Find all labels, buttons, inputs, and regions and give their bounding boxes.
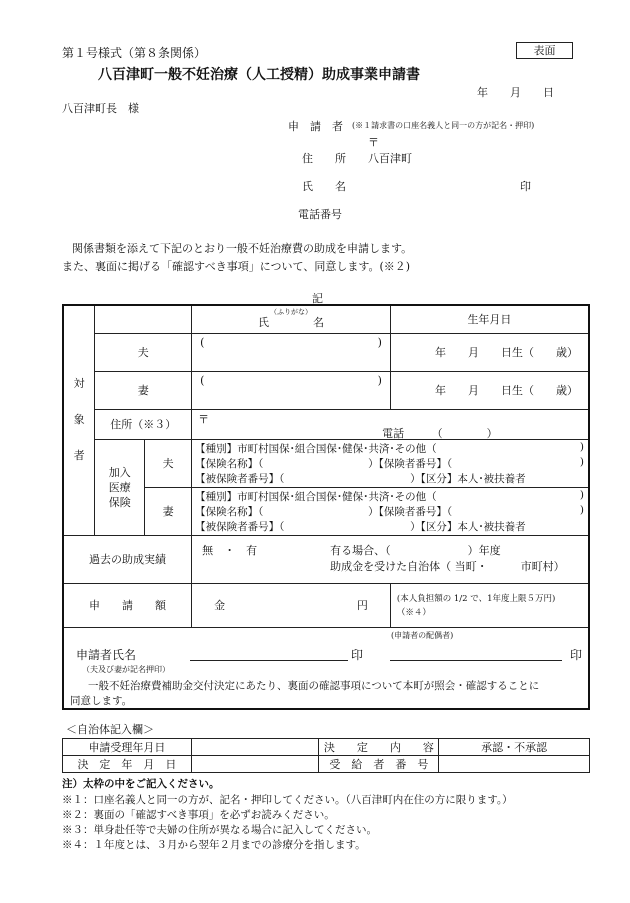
received-date-field[interactable] (191, 739, 318, 756)
wife-label: 妻 (95, 371, 192, 409)
decision-date-label: 決 定 年 月 日 (63, 756, 192, 773)
amount-note: (本人負担額の 1/2 で、1年度上限５万円) （※４） (390, 583, 589, 627)
spouse-note: (申請者の配偶者) (391, 630, 454, 640)
consent-line-2: 同意します。 (70, 694, 133, 707)
seal-mark-2: 印 (570, 647, 583, 662)
insurance-wife-label: 妻 (145, 487, 192, 535)
intro-line-2: また、裏面に掲げる「確認すべき事項」について、同意します。(※２) (62, 260, 411, 273)
received-date-label: 申請受理年月日 (63, 739, 192, 756)
note-4: ※４：１年度とは、３月から翌年２月までの診療分を指します。 (62, 839, 366, 851)
note-1: ※１：口座名義人と同一の方が、記名・押印してください。（八百津町内在住の方に限ります。） (62, 794, 513, 806)
intro-line-1: 関係書類を添えて下記のとおり一般不妊治療費の助成を申請します。 (72, 242, 413, 255)
ki-mark: 記 (312, 292, 323, 305)
date-line: 年 月 日 (477, 86, 554, 99)
seal-mark: 印 (520, 180, 531, 193)
seal-mark-1: 印 (351, 647, 364, 662)
insurance-husband-label: 夫 (145, 439, 192, 487)
form-number: 第１号様式（第８条関係） (62, 46, 207, 60)
sign-note: （夫及び妻が記名押印） (82, 664, 170, 674)
approval-field[interactable]: 承認・不承認 (439, 739, 590, 756)
form-title: 八百津町一般不妊治療（人工授精）助成事業申請書 (98, 67, 420, 83)
name-label: 氏 名 (302, 180, 346, 193)
main-form-table (62, 304, 590, 710)
recipient-number-label: 受 給 者 番 号 (319, 756, 439, 773)
wife-sign-line[interactable] (390, 660, 562, 661)
phone-label: 電話番号 (298, 208, 342, 221)
amount-field[interactable]: 金 円 (192, 583, 391, 627)
addressee: 八百津町長 様 (62, 102, 139, 115)
target-person-label: 対 象 者 (63, 305, 95, 535)
applicant-note: (※１請求書の口座名義人と同一の方が記名・押印) (352, 121, 535, 130)
note-2: ※２：裏面の「確認すべき事項」を必ずお読みください。 (62, 809, 335, 821)
husband-sign-line[interactable] (190, 660, 348, 661)
address-label: 住 所 (302, 152, 346, 165)
insurance-husband-field[interactable]: 【種別】市町村国保･組合国保･健保･共済･その他（ ) 【保険名称】（ ）【保険者番号】（ ) 【被保険者番号】（ ）【区分】本人･被扶養者 (192, 439, 589, 487)
side-label: 表面 (516, 42, 573, 59)
applicant-postal: 〒 (368, 136, 379, 149)
past-record-field[interactable]: 無 ・ 有 有る場合、（ ）年度 助成金を受けた自治体（ 当町・ 市町村） (192, 535, 589, 583)
address-row-label: 住所（※３） (95, 409, 192, 439)
birth-header: 生年月日 (390, 305, 589, 333)
past-record-label: 過去の助成実績 (63, 535, 192, 583)
decision-content-label: 決 定 内 容 (319, 739, 439, 756)
insurance-label: 加入 医療 保険 (95, 439, 145, 535)
recipient-number-field[interactable] (439, 756, 590, 773)
signer-label: 申請者氏名 (76, 647, 137, 662)
municipality-heading: ＜自治体記入欄＞ (66, 723, 154, 736)
husband-name-field[interactable]: ( ) (192, 333, 391, 371)
wife-birth-field[interactable]: 年 月 日生（ 歳） (390, 371, 589, 409)
notes-heading: 注）太枠の中をご記入ください。 (62, 778, 220, 790)
wife-name-field[interactable]: ( ) (192, 371, 391, 409)
address-value[interactable]: 八百津町 (368, 152, 412, 165)
decision-date-field[interactable] (191, 756, 318, 773)
municipality-table (62, 738, 590, 773)
husband-birth-field[interactable]: 年 月 日生（ 歳） (390, 333, 589, 371)
note-3: ※３：単身赴任等で夫婦の住所が異なる場合に記入してください。 (62, 824, 377, 836)
consent-line-1: 一般不妊治療費補助金交付決定にあたり、裏面の確認事項について本町が照会・確認することに (88, 679, 540, 692)
husband-label: 夫 (95, 333, 192, 371)
applicant-label: 申 請 者 (288, 120, 343, 133)
name-header: （ふりがな） 氏 名 (192, 305, 391, 333)
insurance-wife-field[interactable]: 【種別】市町村国保･組合国保･健保･共済･その他（ ) 【保険名称】（ ）【保険者番号】（ ) 【被保険者番号】（ ）【区分】本人･被扶養者 (192, 487, 589, 535)
amount-label: 申 請 額 (63, 583, 192, 627)
signature-consent-cell (63, 627, 589, 709)
address-field[interactable]: 〒 電話 （ ） (192, 409, 589, 439)
